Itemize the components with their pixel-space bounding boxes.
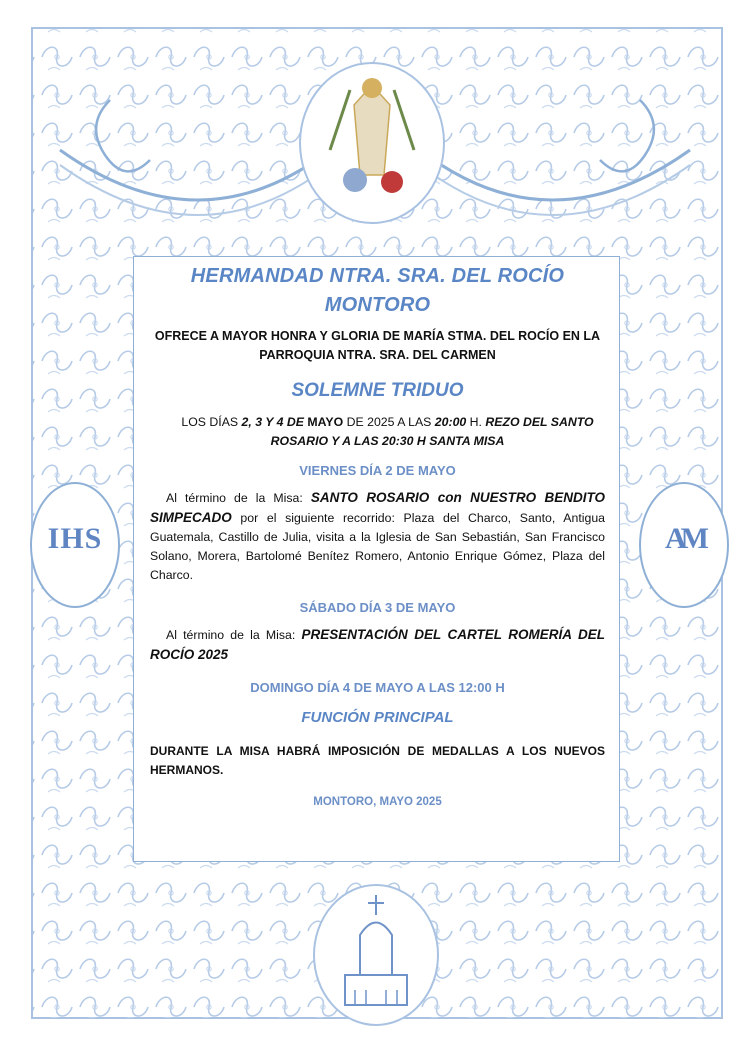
brotherhood-title: HERMANDAD NTRA. SRA. DEL ROCÍO MONTORO xyxy=(190,265,565,316)
footer-date: MONTORO, MAYO 2025 xyxy=(313,796,442,808)
friday-heading: VIERNES DÍA 2 DE MAYO xyxy=(299,463,456,478)
main-function-title: FUNCIÓN PRINCIPAL xyxy=(301,709,454,726)
ihs-monogram: IHS xyxy=(47,522,103,555)
medals-text: DURANTE LA MISA HABRÁ IMPOSICIÓN DE MEDALLAS A LOS NUEVOS HERMANOS. xyxy=(150,744,605,777)
marian-monogram: AM xyxy=(665,522,703,555)
sunday-heading: DOMINGO DÍA 4 DE MAYO A LAS 12:00 H xyxy=(250,680,505,695)
saturday-text: Al término de la Misa: PRESENTACIÓN DEL CARTEL ROMERÍA DEL ROCÍO 2025 xyxy=(150,627,605,662)
triduo-title: SOLEMNE TRIDUO xyxy=(291,380,464,401)
offering-text: OFRECE A MAYOR HONRA Y GLORIA DE MARÍA STMA. DEL ROCÍO EN LA PARROQUIA NTRA. SRA. DEL CARMEN xyxy=(154,329,601,362)
triduo-schedule: LOS DÍAS 2, 3 Y 4 DE MAYO DE 2025 A LAS 20:00 H. REZO DEL SANTO ROSARIO Y A LAS 20:30 H SANTA MISA xyxy=(181,415,594,448)
announcement-content xyxy=(150,262,605,810)
friday-text: Al término de la Misa: SANTO ROSARIO con NUESTRO BENDITO SIMPECADO por el siguiente recorrido: Plaza del Charco, Santo, Antigua Guatemala, Castillo de Julia, visita a la Iglesia de San Sebastián, San Francisco Solano, Morera, Bartolomé Benítez Romero, Antonio Enrique Gómez, Plaza del Charco. xyxy=(150,490,605,582)
saturday-heading: SÁBADO DÍA 3 DE MAYO xyxy=(299,600,456,615)
